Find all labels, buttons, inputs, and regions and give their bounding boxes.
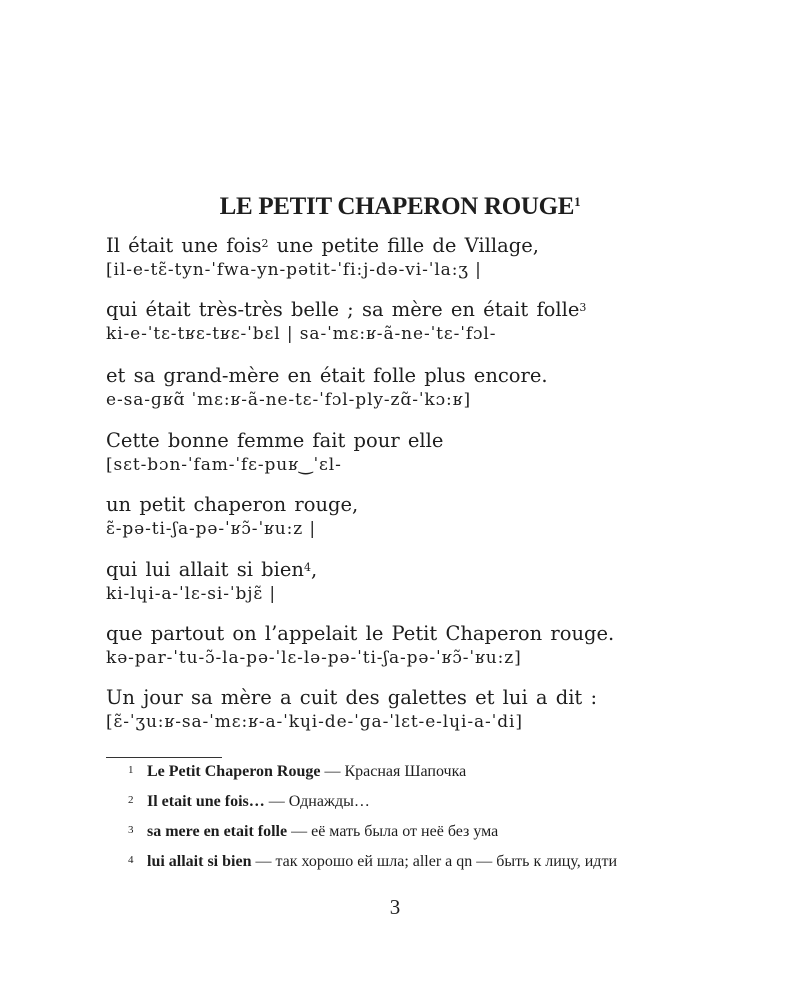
transcription-line: ki-lɥi-a-ˈlɛ-si-ˈbjɛ̃ | bbox=[106, 584, 277, 604]
transcription-line: e-sa-ɡʁɑ̃ ˈmɛ:ʁ-ã-ne-tɛ-ˈfɔl-ply-zɑ̃-ˈkɔ:ʁ] bbox=[106, 390, 471, 410]
french-text: Un jour sa mère a cuit des galettes et lui a dit : bbox=[106, 686, 598, 709]
stanza-2 bbox=[106, 297, 586, 345]
footnote-1 bbox=[128, 763, 466, 781]
french-line bbox=[106, 233, 539, 259]
french-text: qui était très-très belle ; sa mère en était folle bbox=[106, 298, 580, 321]
footnote-number: 4 bbox=[128, 854, 134, 866]
footnote-translation: — её мать была от неё без ума bbox=[287, 823, 499, 840]
stanza-5 bbox=[106, 492, 358, 540]
footnote-translation: — Красная Шапочка bbox=[320, 763, 467, 780]
french-line bbox=[106, 621, 614, 647]
footnote-term: Le Petit Chaperon Rouge bbox=[147, 763, 321, 780]
title-text: LE PETIT CHAPERON ROUGE bbox=[219, 193, 575, 220]
french-text: et sa grand-mère en était folle plus encore. bbox=[106, 364, 548, 387]
footnote-3 bbox=[128, 823, 498, 841]
page-title bbox=[0, 193, 800, 221]
page-number: 3 bbox=[389, 895, 401, 919]
french-text-after: , bbox=[310, 558, 318, 581]
french-text: Il était une fois bbox=[106, 234, 262, 257]
footnote-translation: — так хорошо ей шла; aller a qn — быть к лицу, идти bbox=[251, 853, 617, 870]
title-footnote-ref: 1 bbox=[574, 194, 581, 209]
transcription-line: ɛ̃-pə-ti-ʃa-pə-ˈʁɔ̃-ˈʁu:z | bbox=[106, 519, 317, 539]
footnote-4 bbox=[128, 853, 617, 871]
stanza-3 bbox=[106, 363, 548, 411]
french-text: un petit chaperon rouge, bbox=[106, 493, 359, 516]
footnote-translation: — Однажды… bbox=[264, 793, 370, 810]
transcription-line: [ɛ̃-ˈʒu:ʁ-sa-ˈmɛ:ʁ-a-ˈkɥi-de-ˈɡa-ˈlɛt-e-lɥi-a-ˈdi] bbox=[106, 712, 523, 732]
french-text: que partout on l’appelait le Petit Chaperon rouge. bbox=[106, 622, 615, 645]
footnote-number: 3 bbox=[128, 824, 134, 836]
french-line bbox=[106, 557, 317, 583]
transcription-line: kə-par-ˈtu-ɔ̃-la-pə-ˈlɛ-lə-pə-ˈti-ʃa-pə-ˈʁɔ̃-ˈʁu:z] bbox=[106, 648, 522, 668]
stanza-1 bbox=[106, 233, 539, 281]
french-text-after: une petite fille de Village, bbox=[268, 234, 539, 257]
footnote-number: 2 bbox=[128, 794, 134, 806]
footnote-2 bbox=[128, 793, 370, 811]
stanza-6 bbox=[106, 557, 317, 605]
footnote-ref: 4 bbox=[303, 561, 311, 574]
french-line bbox=[106, 428, 443, 454]
footnote-term: lui allait si bien bbox=[147, 853, 252, 870]
french-line bbox=[106, 363, 548, 389]
french-line bbox=[106, 492, 358, 518]
footnote-term: Il etait une fois… bbox=[147, 793, 265, 810]
french-text: Cette bonne femme fait pour elle bbox=[106, 429, 444, 452]
french-line bbox=[106, 297, 586, 323]
transcription-line: [il-e-tɛ̃-tyn-ˈfwa-yn-pətit-ˈfi:j-də-vi-ˈla:ʒ | bbox=[106, 260, 482, 280]
french-text: qui lui allait si bien bbox=[106, 558, 304, 581]
stanza-7 bbox=[106, 621, 614, 669]
transcription-line: ki-e-ˈtɛ-tʁɛ-tʁɛ-ˈbɛl | sa-ˈmɛ:ʁ-ã-ne-ˈtɛ-ˈfɔl- bbox=[106, 324, 497, 344]
stanza-4 bbox=[106, 428, 443, 476]
footnote-term: sa mere en etait folle bbox=[147, 823, 288, 840]
transcription-line: [sɛt-bɔn-ˈfam-ˈfɛ-puʁ‿ˈɛl- bbox=[106, 455, 342, 475]
footnote-number: 1 bbox=[128, 764, 134, 776]
footnote-divider bbox=[106, 757, 222, 758]
french-line bbox=[106, 685, 597, 711]
footnote-ref: 3 bbox=[579, 301, 587, 314]
stanza-8 bbox=[106, 685, 597, 733]
footnote-ref: 2 bbox=[261, 237, 269, 250]
